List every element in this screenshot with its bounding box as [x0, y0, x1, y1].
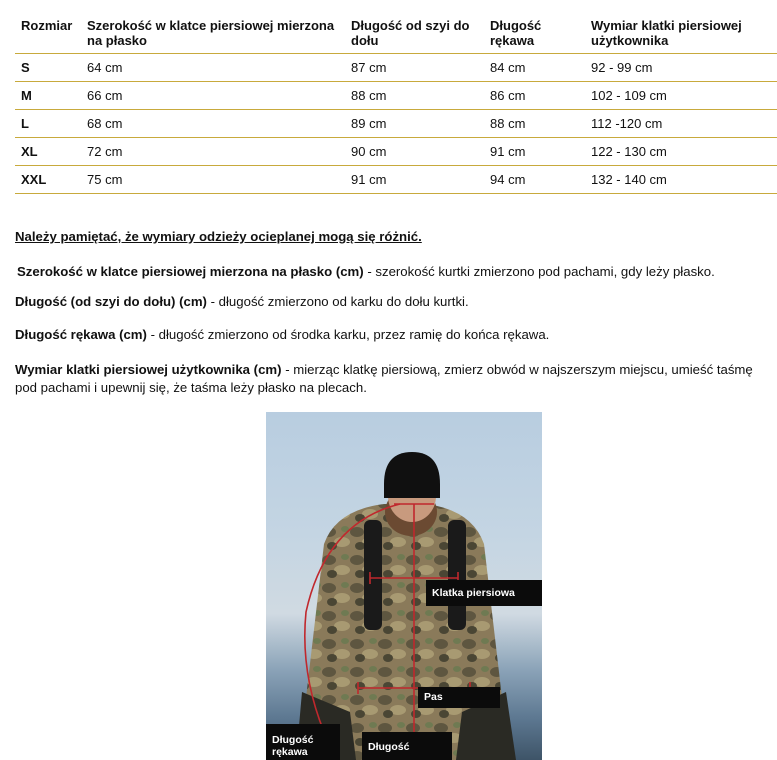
size-table-header — [15, 12, 777, 54]
cell-width: 75 cm — [81, 166, 345, 194]
size-table — [15, 12, 777, 194]
cell-length: 88 cm — [345, 82, 484, 110]
cell-sleeve: 91 cm — [484, 138, 585, 166]
header-flat-width: Szerokość w klatce piersiowej mierzona na płasko — [81, 12, 345, 54]
cell-chest: 102 - 109 cm — [585, 82, 777, 110]
cell-length: 91 cm — [345, 166, 484, 194]
note-term: Wymiar klatki piersiowej użytkownika (cm) — [15, 362, 282, 377]
note-length — [15, 293, 469, 311]
cell-width: 68 cm — [81, 110, 345, 138]
cell-sleeve: 94 cm — [484, 166, 585, 194]
note-term: Długość (od szyi do dołu) (cm) — [15, 294, 207, 309]
note-flat-width — [17, 263, 715, 281]
note-term: Szerokość w klatce piersiowej mierzona na płasko (cm) — [17, 264, 364, 279]
note-term: Długość rękawa (cm) — [15, 327, 147, 342]
note-desc: - długość zmierzono od środka karku, przez ramię do końca rękawa. — [146, 327, 550, 342]
backpack-strap-left — [364, 520, 382, 630]
cell-chest: 92 - 99 cm — [585, 54, 777, 82]
header-size: Rozmiar — [15, 12, 81, 54]
measurement-notes — [15, 228, 765, 395]
table-row — [15, 166, 777, 194]
warning-note: Należy pamiętać, że wymiary odzieży ocieplanej mogą się różnić. — [15, 229, 422, 244]
label-waist: Pas — [418, 687, 500, 708]
cell-width: 66 cm — [81, 82, 345, 110]
note-desc: - długość zmierzono od karku do dołu kurtki. — [206, 294, 469, 309]
header-length: Długość od szyi do dołu — [345, 12, 484, 54]
measurement-photo — [266, 412, 542, 760]
cell-length: 87 cm — [345, 54, 484, 82]
note-desc: - szerokość kurtki zmierzono pod pachami, gdy leży płasko. — [363, 264, 715, 279]
backpack-strap-right — [448, 520, 466, 630]
cell-size: L — [15, 110, 81, 138]
header-user-chest: Wymiar klatki piersiowej użytkownika — [585, 12, 777, 54]
cell-chest: 112 -120 cm — [585, 110, 777, 138]
cell-chest: 122 - 130 cm — [585, 138, 777, 166]
cell-sleeve: 84 cm — [484, 54, 585, 82]
label-sleeve: Długość rękawa — [266, 724, 340, 760]
table-row — [15, 110, 777, 138]
header-sleeve: Długość rękawa — [484, 12, 585, 54]
cell-length: 90 cm — [345, 138, 484, 166]
cell-size: XL — [15, 138, 81, 166]
cell-width: 64 cm — [81, 54, 345, 82]
note-user-chest — [15, 361, 765, 397]
label-chest: Klatka piersiowa — [426, 580, 542, 606]
table-row — [15, 54, 777, 82]
cell-chest: 132 - 140 cm — [585, 166, 777, 194]
beanie — [384, 452, 440, 498]
cell-size: S — [15, 54, 81, 82]
cell-size: XXL — [15, 166, 81, 194]
note-desc: - mierząc klatkę piersiową, zmierz obwód w najszerszym miejscu, umieść taśmę pod pachami i upewnij się, że taśma leży płasko na plecach. — [15, 362, 753, 395]
cell-sleeve: 86 cm — [484, 82, 585, 110]
cell-size: M — [15, 82, 81, 110]
cell-sleeve: 88 cm — [484, 110, 585, 138]
table-row — [15, 138, 777, 166]
note-sleeve — [15, 326, 549, 344]
table-row — [15, 82, 777, 110]
label-length: Długość — [362, 732, 452, 760]
cell-width: 72 cm — [81, 138, 345, 166]
cell-length: 89 cm — [345, 110, 484, 138]
